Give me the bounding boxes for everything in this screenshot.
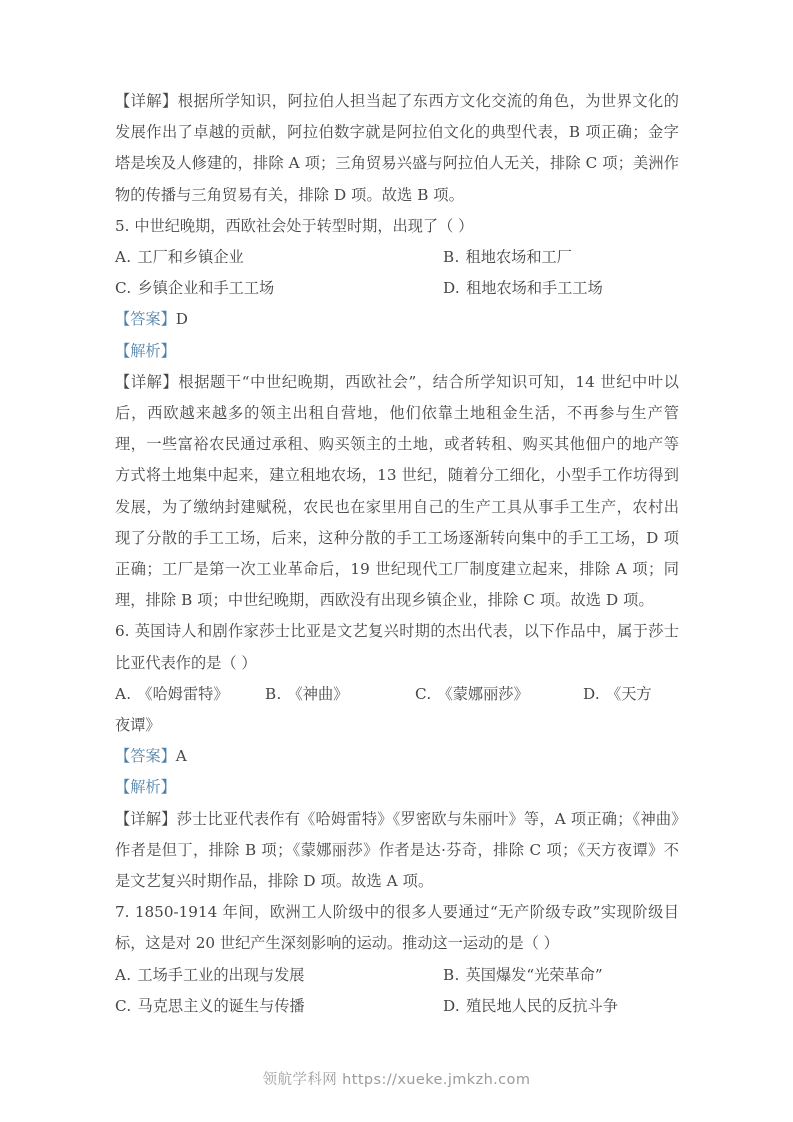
option-5-a[interactable] [115, 242, 244, 273]
option-text: 马克思主义的诞生与传播 [137, 996, 305, 1015]
analysis-marker-5: 【解析】 [115, 341, 176, 360]
explanation-paragraph-q4: 【详解】根据所学知识，阿拉伯人担当起了东西方文化交流的角色，为世界文化的发展作出了卓越的贡献，阿拉伯数字就是阿拉伯文化的典型代表，B 项正确；金字塔是埃及人修建的，排除 A 项；三角贸易兴盛与阿拉伯人无关，排除 C 项；美洲作物的传播与三角贸易有关，排除 D 项。故选 B 项。 [115, 92, 679, 204]
footer-url: https://xueke.jmkzh.com [342, 1072, 531, 1088]
option-row-5-cd [115, 273, 679, 304]
option-text: 《蒙娜丽莎》 [437, 684, 529, 703]
option-5-b[interactable] [443, 242, 572, 273]
answer-label: 【答案】 [115, 747, 176, 766]
question-stem-7: 7. 1850-1914 年间，欧洲工人阶级中的很多人要通过“无产阶级专政”实现阶级目标，这是对 20 世纪产生深刻影响的运动。推动这一运动的是（ ） [115, 903, 679, 953]
option-row-5-ab [115, 242, 679, 273]
option-7-b[interactable] [443, 960, 603, 991]
option-text: 工场手工业的出现与发展 [137, 965, 305, 984]
analysis-marker-6: 【解析】 [115, 778, 176, 797]
option-6-d[interactable] [583, 679, 652, 710]
option-7-a[interactable] [115, 960, 304, 991]
option-label: D. [443, 996, 461, 1015]
option-5-c[interactable] [115, 273, 274, 304]
option-label: C. [415, 684, 432, 703]
option-label: B. [265, 684, 282, 703]
option-row-6 [115, 679, 679, 710]
explanation-paragraph-5: 【详解】根据题干“中世纪晚期，西欧社会”，结合所学知识可知，14 世纪中叶以后，西欧越来越多的领主出租自营地，他们依靠土地租金生活，不再参与生产管理，一些富裕农民通过承租、购买领主的土地，或者转租、购买其他佃户的地产等方式将土地集中起来，建立租地农场，13 世纪，随着分工细化，小型手工作坊得到发展，为了缴纳封建赋税，农民也在家里用自己的生产工具从事手工生产，农村出现了分散的手工工场，后来，这种分散的手工工场逐渐转向集中的手工工场，D 项正确；工厂是第一次工业革命后，19 世纪现代工厂制度建立起来，排除 A 项；同理，排除 B 项；中世纪晚期，西欧没有出现乡镇企业，排除 C 项。故选 D 项。 [115, 372, 679, 610]
option-label: B. [443, 965, 460, 984]
option-text: 租地农场和手工工场 [466, 279, 603, 298]
document-body [115, 86, 679, 1022]
option-label: D. [583, 684, 601, 703]
option-label: C. [115, 279, 132, 298]
option-6-c[interactable] [415, 679, 529, 710]
option-text: 租地农场和工厂 [465, 248, 572, 267]
option-6-d-continuation: 夜谭》 [115, 716, 161, 735]
option-5-d[interactable] [443, 273, 603, 304]
option-label: B. [443, 248, 460, 267]
option-text: 乡镇企业和手工工场 [137, 279, 275, 298]
option-label: A. [115, 965, 132, 984]
answer-value: D [175, 310, 188, 329]
option-label: A. [115, 684, 132, 703]
option-6-a[interactable] [115, 679, 229, 710]
page-footer-watermark [0, 1068, 793, 1089]
answer-value: A [175, 747, 187, 766]
option-row-7-cd [115, 991, 679, 1022]
option-text: 殖民地人民的反抗斗争 [466, 996, 618, 1015]
option-text: 《神曲》 [287, 684, 349, 703]
option-7-d[interactable] [443, 991, 618, 1022]
answer-marker-5 [115, 304, 679, 335]
option-7-c[interactable] [115, 991, 305, 1022]
option-label: D. [443, 279, 461, 298]
answer-label: 【答案】 [115, 310, 176, 329]
option-text: 《哈姆雷特》 [137, 684, 229, 703]
question-stem-6: 6. 英国诗人和剧作家莎士比亚是文艺复兴时期的杰出代表，以下作品中，属于莎士比亚代表作的是（ ） [115, 622, 679, 672]
option-text: 《天方 [606, 684, 652, 703]
answer-marker-6 [115, 741, 679, 772]
option-row-7-ab [115, 960, 679, 991]
explanation-paragraph-6: 【详解】莎士比亚代表作有《哈姆雷特》《罗密欧与朱丽叶》等，A 项正确；《神曲》作者是但丁，排除 B 项；《蒙娜丽莎》作者是达·芬奇，排除 C 项；《天方夜谭》不是文艺复兴时期作品，排除 D 项。故选 A 项。 [115, 809, 679, 891]
option-text: 工厂和乡镇企业 [137, 248, 244, 267]
option-6-b[interactable] [265, 679, 348, 710]
option-label: C. [115, 996, 132, 1015]
option-text: 英国爆发“光荣革命” [465, 965, 603, 984]
option-label: A. [115, 248, 132, 267]
question-stem-5: 5. 中世纪晚期，西欧社会处于转型时期，出现了（ ） [115, 216, 474, 235]
footer-site-name: 领航学科网 [262, 1072, 338, 1088]
